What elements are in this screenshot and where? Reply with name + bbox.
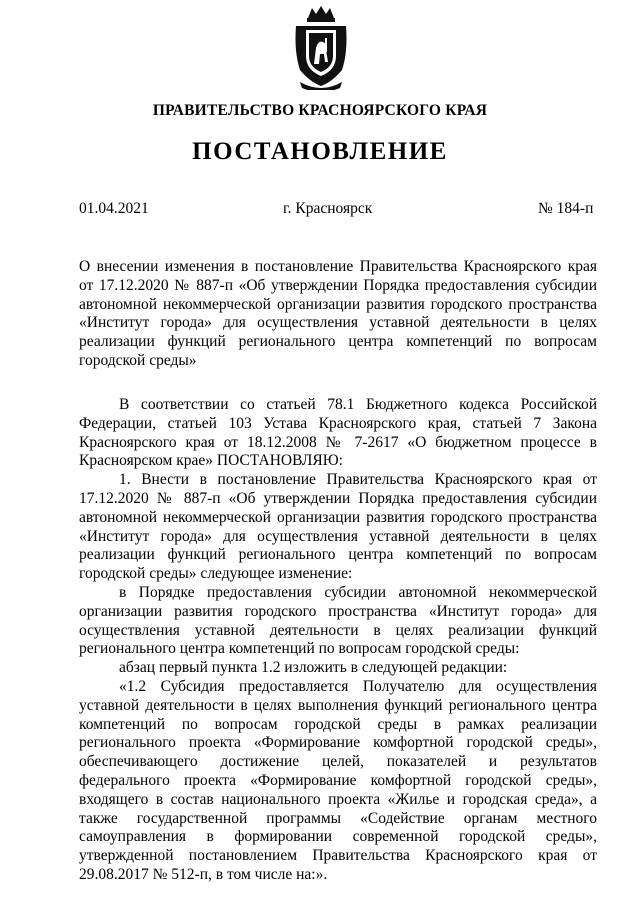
document-number: № 184-п [538,200,594,217]
document-type-title: ПОСТАНОВЛЕНИЕ [192,138,448,165]
document-body [79,396,597,885]
body-paragraph: «1.2 Субсидия предоставляется Получателю для осуществления уставной деятельности в целях выполнения функций регионального центра компетенций по вопросам городской среды в рамках реализации регионального проекта «Формирование комфортной городской среды», обеспечивающего достижение целей, показателей и результатов федерального проекта «Формирование комфортной городской среды», входящего в состав национального проекта «Жилье и городская среда», а также государственной программы «Содействие органам местного самоуправления в формировании современной городской среды», утвержденной постановлением Правительства Красноярского края от 29.08.2017 № 512-п, в том числе на:». [79,677,597,883]
krasnoyarsk-coat-of-arms-icon [290,4,352,90]
body-paragraph: абзац первый пункта 1.2 изложить в следующей редакции: [119,659,508,677]
document-date: 01.04.2021 [79,200,149,217]
body-paragraph: 1. Внести в постановление Правительства Красноярского края от 17.12.2020 № 887-п «Об утверждении Порядка предоставления субсидии автономной некоммерческой организации развития городского пространства «Институт города» для осуществления уставной деятельности в целях реализации функций регионального центра компетенций по вопросам городской среды» следующее изменение: [79,471,597,583]
document-city: г. Красноярск [283,200,373,217]
government-name: ПРАВИТЕЛЬСТВО КРАСНОЯРСКОГО КРАЯ [152,102,488,119]
body-paragraph: В соответствии со статьей 78.1 Бюджетного кодекса Российской Федерации, статьей 103 Устава Красноярского края, статьей 7 Закона Красноярского края от 18.12.2008 № 7-2617 «О бюджетном процессе в Красноярском крае» ПОСТАНОВЛЯЮ: [79,396,597,470]
document-subject: О внесении изменения в постановление Правительства Красноярского края от 17.12.2020 № 887-п «Об утверждении Порядка предоставления субсидии автономной некоммерческой организации развития городского пространства «Институт города» для осуществления уставной деятельности в целях реализации функций регионального центра компетенций по вопросам городской среды» [79,258,597,369]
body-paragraph: в Порядке предоставления субсидии автономной некоммерческой организации развития городского пространства «Институт города» для осуществления уставной деятельности в целях реализации функций регионального центра компетенций по вопросам городской среды: [79,583,597,658]
